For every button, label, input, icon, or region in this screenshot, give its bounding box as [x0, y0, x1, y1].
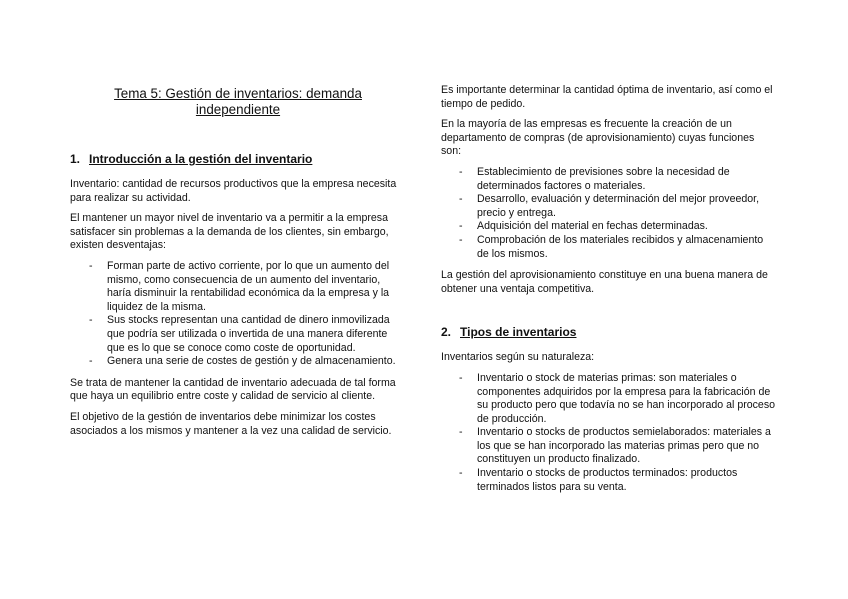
paragraph-by-nature: Inventarios según su naturaleza:: [441, 351, 595, 364]
right-column: [441, 84, 777, 502]
list-item: - Genera una serie de costes de gestión y de almacenamiento.: [89, 355, 396, 368]
list-item: - Inventario o stocks de productos terminados: productos terminados listos para su venta.: [459, 467, 738, 493]
dash-bullet: -: [459, 193, 463, 206]
dash-bullet: -: [459, 426, 463, 439]
paragraph-purchasing-department: En la mayoría de las empresas es frecuente la creación de un departamento de compras (de aprovisionamiento) cuyas funciones son:: [441, 118, 755, 158]
disadvantages-list: [70, 260, 406, 369]
list-item: - Establecimiento de previsiones sobre la necesidad de determinados factores o materiales.: [459, 165, 730, 192]
dash-bullet: -: [459, 371, 463, 384]
list-item: - Forman parte de activo corriente, por lo que un aumento del mismo, como consecuencia de un aumento del inventario, haría disminuir la rentabilidad económica da la empresa y la liquidez de la misma.: [89, 259, 390, 313]
document-title: Tema 5: Gestión de inventarios: demanda independiente: [114, 86, 362, 117]
dash-bullet: -: [89, 355, 93, 368]
dash-bullet: -: [89, 259, 93, 272]
dash-bullet: -: [459, 165, 463, 178]
paragraph-inventory-definition: Inventario: cantidad de recursos productivos que la empresa necesita para realizar su actividad.: [70, 178, 397, 204]
section-2-heading: [441, 325, 777, 340]
paragraph-optimal-quantity: Es importante determinar la cantidad óptima de inventario, así como el tiempo de pedido.: [441, 84, 773, 110]
section-1-number: 1.: [70, 152, 81, 166]
list-item: - Desarrollo, evaluación y determinación del mejor proveedor, precio y entrega.: [459, 193, 760, 219]
paragraph-competitive-advantage: La gestión del aprovisionamiento constituye en una buena manera de obtener una ventaja competitiva.: [441, 269, 768, 295]
dash-bullet: -: [459, 233, 463, 246]
dash-bullet: -: [459, 467, 463, 480]
list-item: - Sus stocks representan una cantidad de dinero inmovilizada que podría ser utilizada o invertida de una manera diferente que es lo que se conoce como coste de oportunidad.: [89, 314, 390, 354]
paragraph-balance: Se trata de mantener la cantidad de inventario adecuada de tal forma que haya un equilibrio entre coste y calidad de servicio al cliente.: [70, 376, 396, 403]
section-1-heading: [70, 152, 406, 167]
list-item: - Inventario o stock de materias primas: son materiales o componentes adquiridos por la empresa para la fabricación de su producto pero que todavía no se han incorporado al proceso de producción.: [459, 371, 776, 425]
dash-bullet: -: [89, 314, 93, 327]
paragraph-inventory-level: El mantener un mayor nivel de inventario va a permitir a la empresa satisfacer sin problemas a la demanda de los clientes, sin embargo, existen desventajas:: [70, 212, 389, 252]
left-column: [70, 84, 406, 445]
paragraph-objective: El objetivo de la gestión de inventarios debe minimizar los costes asociados a los mismos y mantener a la vez una calidad de servicio.: [70, 410, 392, 437]
dash-bullet: -: [459, 220, 463, 233]
section-2-number: 2.: [441, 325, 452, 340]
list-item: - Inventario o stocks de productos semielaborados: materiales a los que se han incorporado las materias primas pero que no constituyen un producto finalizado.: [459, 426, 771, 466]
section-1-title: Introducción a la gestión del inventario: [89, 152, 313, 166]
list-item: - Comprobación de los materiales recibidos y almacenamiento de los mismos.: [459, 233, 764, 260]
section-2-title: Tipos de inventarios: [460, 325, 577, 340]
functions-list: [441, 166, 777, 261]
list-item: - Adquisición del material en fechas determinadas.: [459, 220, 708, 233]
inventory-types-list: [441, 372, 777, 494]
